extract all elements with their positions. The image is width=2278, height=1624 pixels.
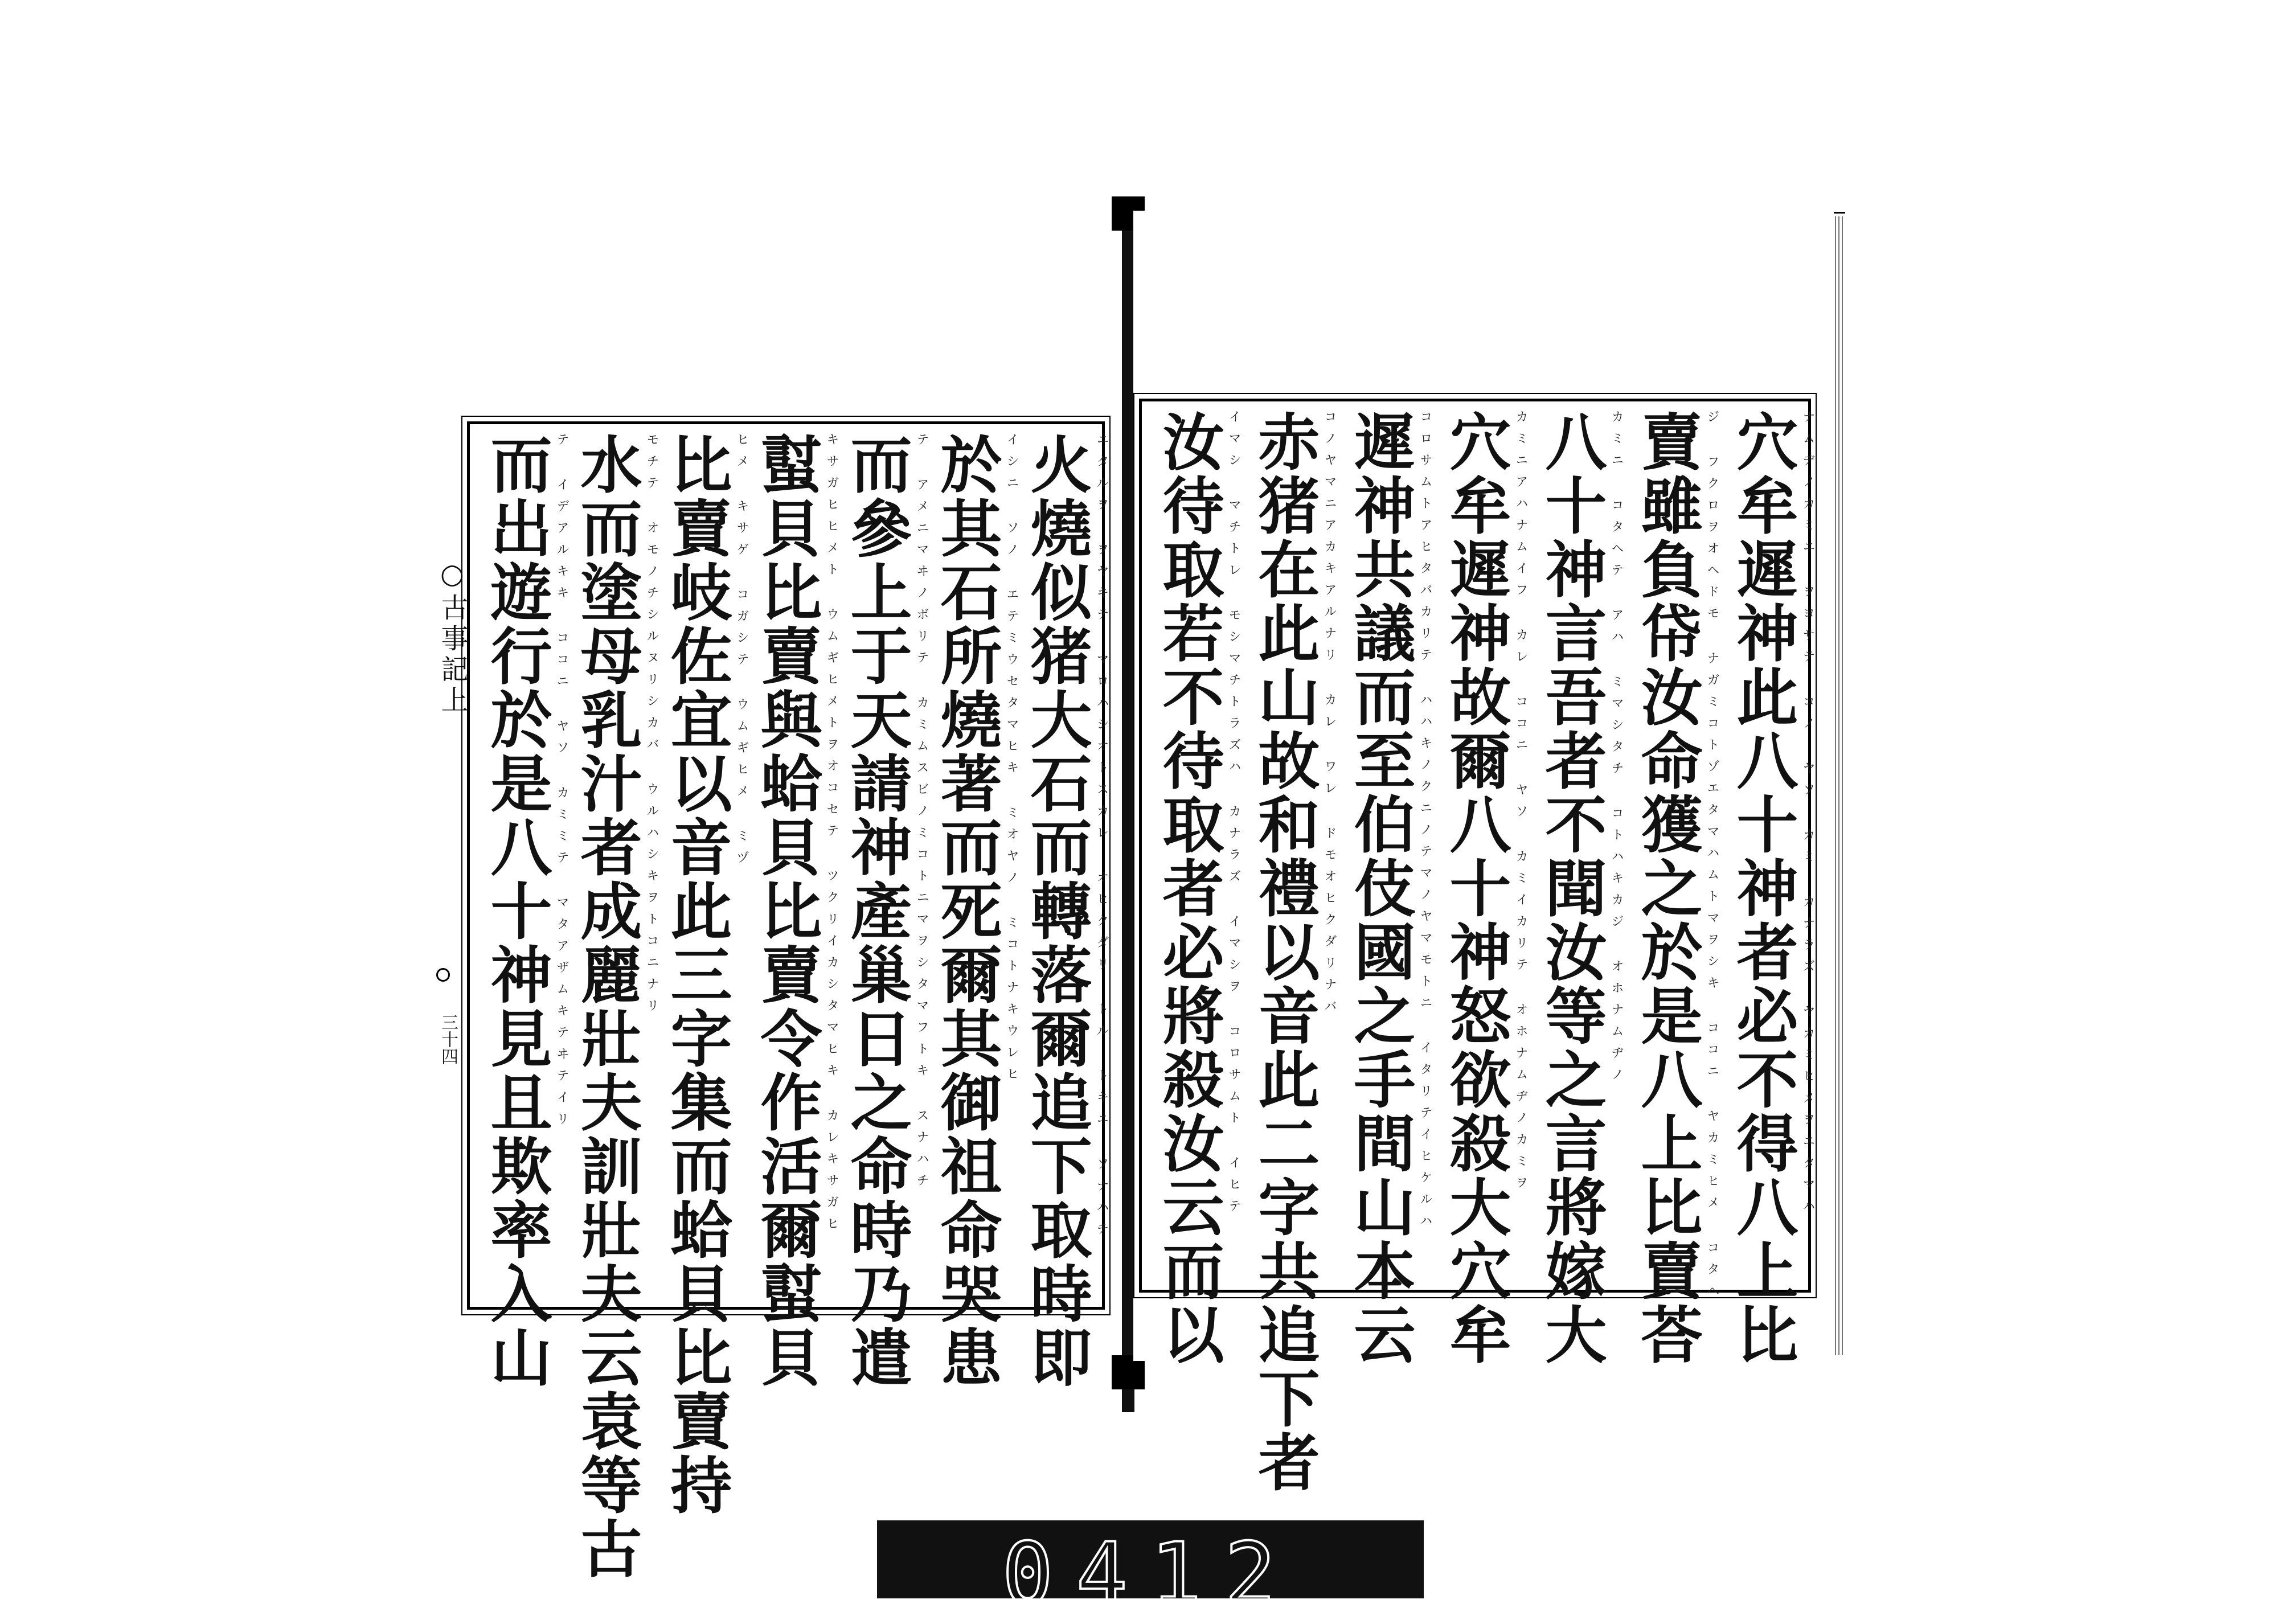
- text-column: [478, 433, 569, 1389]
- column-text: 八十神言吾者不聞汝等之言將嫁大: [1535, 410, 1607, 1367]
- furigana: ジ フクロヲオヘドモ ナガミコトゾエタマハムトマヲシキ ココニ ヤカミヒメ コタヘ: [1705, 410, 1719, 1306]
- furigana: ヒメ キサゲ コガシテ ウムギヒメ ミヅ: [735, 433, 749, 872]
- column-text: 而參上于天請神產巢日之命時乃遣: [840, 433, 912, 1389]
- column-text: 而出遊行於是八十神見且欺率入山: [480, 433, 552, 1389]
- column-text: 穴牟遲神故爾八十神怒欲殺大穴牟: [1439, 410, 1511, 1367]
- left-page: [421, 399, 1111, 1581]
- column-text: 遲神共議而至伯伎國之手間山本云: [1343, 410, 1415, 1367]
- right-page: [1133, 211, 1834, 1494]
- furigana: カミニアハナムイフ カレ ココニ ヤソ カミイカリテ オホナムヂノカミヲ: [1514, 410, 1528, 1198]
- column-text: 於其石所燒著而死爾其御祖命哭患: [930, 433, 1002, 1389]
- furigana: モチテ オモノチシルヌリシカバ ウルハシキヲトコニナリ: [645, 433, 659, 1020]
- furigana: テ イデアルキキ ココニ ヤソ カミミテ マタアザムキテヰテイリ: [555, 433, 569, 1134]
- furigana: キサガヒヒメト ウムギヒメトヲオコセテ ツクリイカシタマヒキ カレキサガヒ: [825, 433, 839, 1238]
- furigana: ニタルヲ ヲヤキテ マロハシオトスカレ オヒクダリ トル トキニ ソナハチ: [1095, 433, 1109, 1244]
- furigana: イマシ マチトレ モシマチトラズハ カナラズ イマシヲ コロサムト イヒテ: [1227, 410, 1241, 1221]
- text-columns: [1150, 410, 1815, 1494]
- text-column: [1533, 410, 1624, 1367]
- column-text: 𧏛貝比賣與蛤貝比賣令作活爾𧏛貝: [750, 433, 822, 1389]
- text-column: [1246, 410, 1337, 1494]
- furigana: カミニ コタヘテ アハ ミマシタチ コトハキカジ オホナムヂノ: [1609, 410, 1624, 1089]
- text-column: [838, 433, 929, 1389]
- furigana: テ アメニマヰノボリテ カミムスビノミコトニマヲシタマフトキ スナハチ: [915, 433, 929, 1195]
- column-text: 火燒似猪大石而轉落爾追下取時即: [1020, 433, 1092, 1389]
- text-columns: [478, 433, 1109, 1581]
- furigana: ナムヂノカミニ ヲヨサテ コノ ヤソ カミ カナラズ ヤカミヒメヲエタマハ: [1801, 410, 1815, 1221]
- text-column: [928, 433, 1019, 1389]
- text-column: [1150, 410, 1241, 1367]
- column-text: 水而塗母乳汁者成麗壯夫訓壯夫云袁等古: [570, 433, 642, 1581]
- column-text: 穴牟遲神此八十神者必不得八上比: [1726, 410, 1798, 1367]
- stamp-number: 0412: [1002, 1525, 1299, 1624]
- running-title: ○古事記上: [436, 558, 468, 716]
- furigana: コノヤマニアカキアルナリ カレ ワレ ドモオヒクダリナバ: [1322, 410, 1337, 1021]
- text-column: [658, 433, 749, 1517]
- text-column: [1018, 433, 1109, 1389]
- binding-gutter: [1122, 199, 1134, 1412]
- circle-mark-icon: [436, 968, 450, 982]
- text-column: [568, 433, 659, 1581]
- furigana: コロサムトアヒタバカリテ ハハキノクニノテマノヤマモトニ イタリテイヒケルハ: [1418, 410, 1432, 1236]
- column-text: 汝待取若不待取者必將殺汝云而以: [1152, 410, 1224, 1367]
- text-column: [1724, 410, 1815, 1367]
- text-column: [1437, 410, 1528, 1367]
- scan-page-stamp: [877, 1520, 1424, 1624]
- furigana: イシニ ソノ エテミウセタマヒキ ミオヤノ ミコトナキウレヒ: [1005, 433, 1019, 1089]
- folio-number: 三十四: [438, 1014, 458, 1065]
- column-text: 比賣岐佐宜以音此三字集而蛤貝比賣持: [660, 433, 732, 1517]
- text-column: [1342, 410, 1432, 1367]
- column-text: 赤猪在此山故和禮以音此二字共追下者: [1248, 410, 1320, 1494]
- column-text: 賣雖負帒汝命獲之於是八上比賣荅: [1630, 410, 1702, 1367]
- text-column: [748, 433, 839, 1389]
- text-column: [1629, 410, 1719, 1367]
